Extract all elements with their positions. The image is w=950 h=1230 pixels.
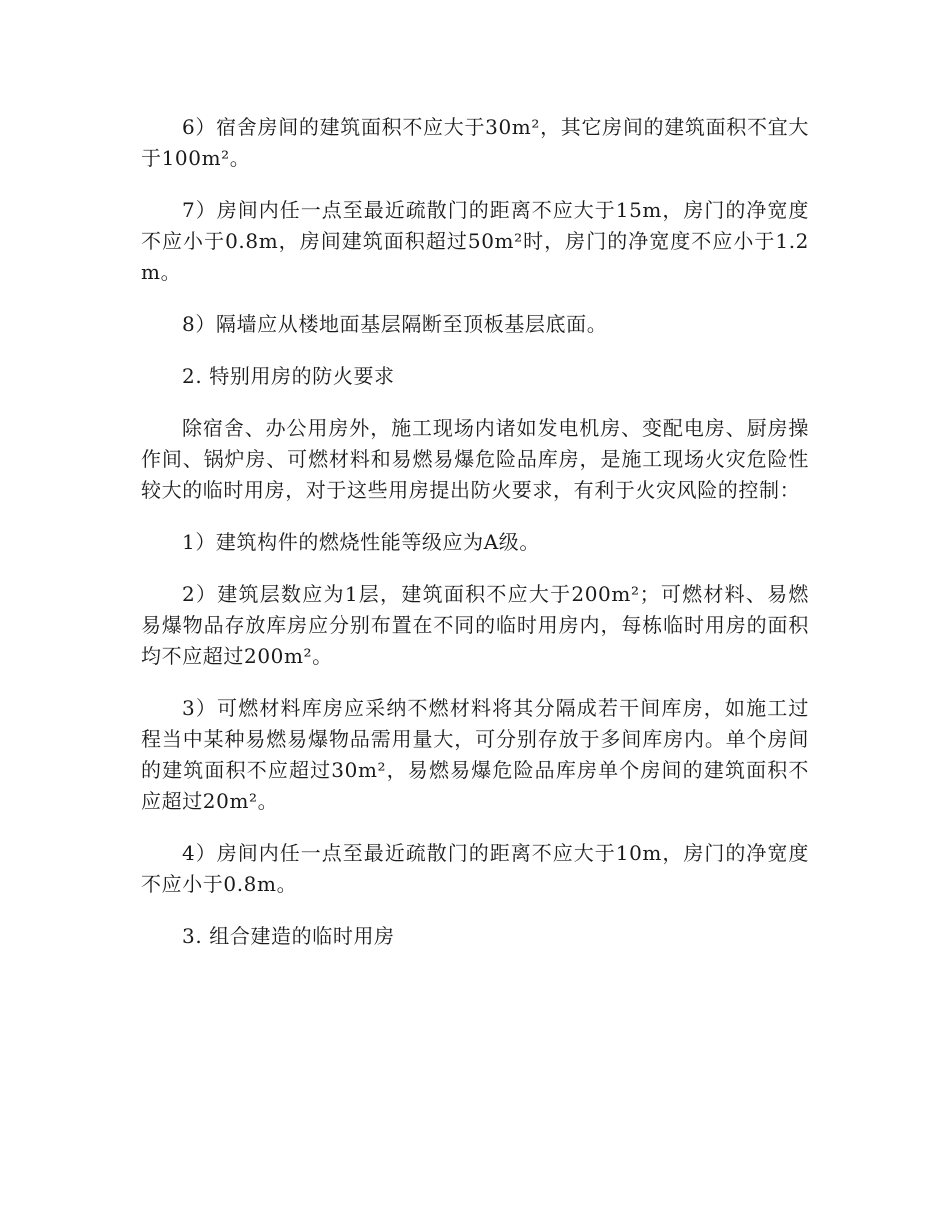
clause-7-evacuation-door: 7）房间内任一点至最近疏散门的距离不应大于15m，房门的净宽度不应小于0.8m，房间建筑面积超过50m²时，房门的净宽度不应小于1.2m。	[141, 198, 809, 284]
special-clause-1-fire-rating: 1）建筑构件的燃烧性能等级应为A级。	[182, 530, 540, 554]
document-body	[141, 112, 809, 973]
special-clause-2-storeys-area: 2）建筑层数应为1层，建筑面积不应大于200m²；可燃材料、易燃易爆物品存放库房应分别布置在不同的临时用房内，每栋临时用房的面积均不应超过200m²。	[141, 582, 809, 668]
section-heading-special-rooms: 2. 特别用房的防火要求	[182, 364, 395, 388]
special-clause-3-storage-partition: 3）可燃材料库房应采纳不燃材料将其分隔成若干间库房，如施工过程当中某种易燃易爆物品需用量大，可分别存放于多间库房内。单个房间的建筑面积不应超过30m²，易燃易爆危险品库房单个房间的建筑面积不应超过20m²。	[141, 696, 809, 813]
clause-8-partition-wall: 8）隔墙应从楼地面基层隔断至顶板基层底面。	[182, 312, 608, 336]
section-heading-combined-rooms: 3. 组合建造的临时用房	[182, 924, 395, 948]
clause-6-dormitory-area: 6）宿舍房间的建筑面积不应大于30m²，其它房间的建筑面积不宜大于100m²。	[141, 115, 809, 170]
special-rooms-intro: 除宿舍、办公用房外，施工现场内诸如发电机房、变配电房、厨房操作间、锅炉房、可燃材料和易燃易爆危险品库房，是施工现场火灾危险性较大的临时用房，对于这些用房提出防火要求，有利于火灾风险的控制：	[141, 416, 809, 502]
special-clause-4-evacuation-door: 4）房间内任一点至最近疏散门的距离不应大于10m，房门的净宽度不应小于0.8m。	[141, 841, 809, 896]
